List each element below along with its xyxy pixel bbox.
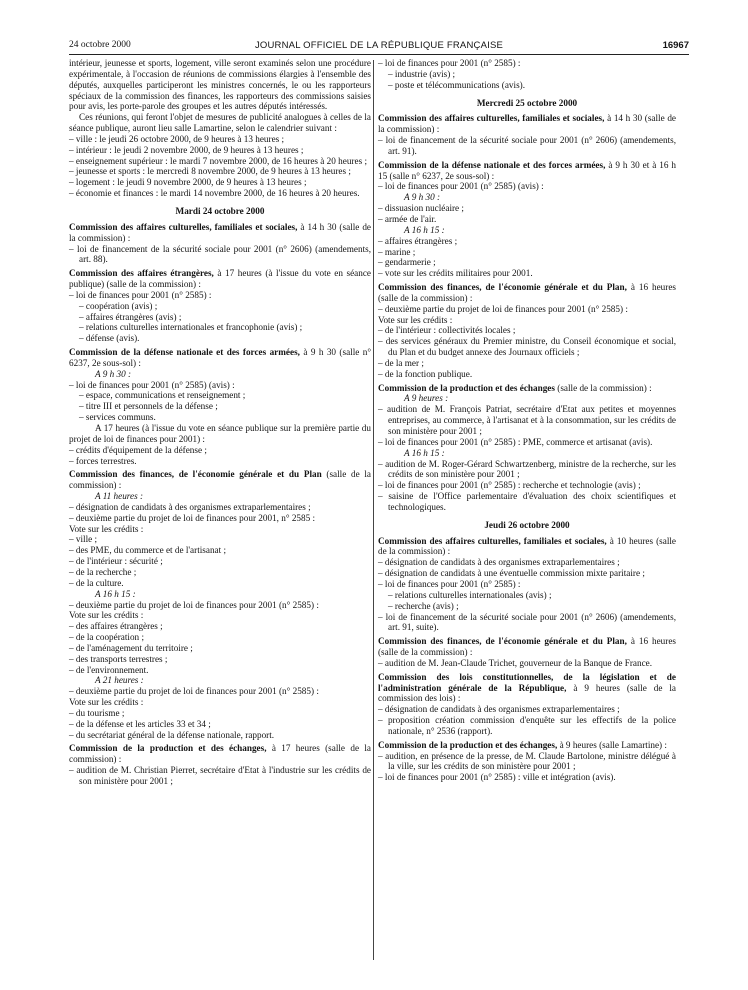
list-item: – logement : le jeudi 9 novembre 2000, de 9 heures à 13 heures ; [69, 177, 307, 188]
time-slot: A 9 h 30 : [404, 192, 441, 203]
list-item: – gendarmerie ; [378, 257, 436, 268]
commission-heading [378, 282, 676, 304]
list-item: – de la recherche ; [69, 566, 137, 577]
list-item: – armée de l'air. [378, 213, 437, 224]
list-item: – loi de finances pour 2001 (n° 2585) : PME, commerce et artisanat (avis). [378, 436, 653, 447]
list-item: – de la fonction publique. [378, 368, 473, 379]
list-item: – désignation de candidats à des organismes extraparlementaires ; [378, 704, 620, 715]
list-item: – désignation de candidats à des organismes extraparlementaires ; [378, 557, 620, 568]
commission-name: Commission de la défense nationale et des forces armées, [69, 347, 300, 358]
list-item: – loi de finances pour 2001 (n° 2585) (avis) : [69, 379, 235, 390]
sub-item: – affaires étrangères (avis) ; [79, 311, 182, 322]
time-slot: A 9 h 30 : [95, 368, 132, 379]
list-item: – de l'intérieur : collectivités locales ; [378, 325, 516, 336]
list-item: – saisine de l'Office parlementaire d'évaluation des choix scientifiques et technologiques. [378, 491, 676, 512]
list-item: – deuxième partie du projet de loi de finances pour 2001, n° 2585 : [69, 512, 316, 523]
commission-details: à 14 h 30 (salle de la commission) : [69, 221, 371, 243]
list-item: – affaires étrangères ; [378, 235, 458, 246]
list-item: – dissuasion nucléaire ; [378, 203, 464, 214]
commission-details: à 16 heures (salle de la commission) : [378, 636, 676, 658]
commission-details: à 9 heures (salle Lamartine) : [559, 739, 667, 750]
commission-heading [378, 536, 676, 558]
header-title: JOURNAL OFFICIEL DE LA RÉPUBLIQUE FRANÇAISE [254, 40, 504, 51]
page-number: 16967 [662, 40, 689, 51]
left-column [69, 58, 371, 787]
commission-details: à 17 heures (salle de la commission) : [69, 743, 371, 765]
list-item: – de l'environnement. [69, 664, 149, 675]
commission-name: Commission des finances, de l'économie générale et du Plan, [378, 282, 627, 293]
time-paragraph: A 17 heures (à l'issue du vote en séance publique sur la première partie du projet de loi de finances pour 2001) : [69, 423, 371, 444]
list-item: – deuxième partie du projet de loi de finances pour 2001 (n° 2585) : [69, 686, 319, 697]
list-item: – des transports terrestres ; [69, 653, 168, 664]
list-item: – des PME, du commerce et de l'artisanat ; [69, 545, 227, 556]
list-item: – crédits d'équipement de la défense ; [69, 444, 207, 455]
list-item: – loi de financement de la sécurité sociale pour 2001 (n° 2606) (amendements, art. 91, suite). [378, 611, 676, 633]
list-item: – loi de finances pour 2001 (n° 2585) : [378, 58, 521, 68]
intro-paragraph: intérieur, jeunesse et sports, logement, ville seront examinés selon une procédure expérimentale, à l'occasion de réunions de commissions élargies à l'ensemble des députés, auxquelles participeront les ministres concernés, le ou les rapporteurs spéciaux de la commission des finances, les rapporteurs des commissions saisies pour avis, les porte-parole des groupes et les autres députés intéressés. [69, 58, 371, 112]
column-divider [373, 60, 374, 960]
commission-details: à 10 heures (salle de la commission) : [378, 535, 677, 557]
right-column [378, 58, 676, 783]
day-heading: Mardi 24 octobre 2000 [175, 205, 265, 216]
sub-item: – relations culturelles internationales (avis) ; [388, 589, 552, 600]
list-item: – loi de finances pour 2001 (n° 2585) : ville et intégration (avis). [378, 772, 616, 783]
commission-heading [69, 268, 371, 290]
vote-label: Vote sur les crédits : [69, 610, 144, 621]
list-item: – deuxième partie du projet de loi de finances pour 2001 (n° 2585) : [69, 599, 319, 610]
list-item: – loi de financement de la sécurité sociale pour 2001 (n° 2606) (amendements, art. 88). [69, 243, 371, 265]
page-header [69, 38, 689, 55]
commission-heading [378, 740, 676, 751]
sub-item: – recherche (avis) ; [388, 600, 459, 611]
list-item: – audition, en présence de la presse, de M. Claude Bartolone, ministre délégué à la ville, sur les crédits de son ministère pour 2001 ; [378, 750, 676, 772]
list-item: – enseignement supérieur : le mardi 7 novembre 2000, de 16 heures à 20 heures ; [69, 155, 367, 166]
commission-name: Commission de la production et des échanges [378, 382, 555, 393]
commission-name: Commission des lois constitutionnelles, de la législation et de l'administration générale de la République, [378, 671, 676, 693]
list-item: – vote sur les crédits militaires pour 2001. [378, 268, 533, 279]
time-slot: A 16 h 15 : [404, 224, 445, 235]
list-item: – loi de finances pour 2001 (n° 2585) : recherche et technologie (avis) ; [378, 480, 641, 491]
vote-label: Vote sur les crédits : [378, 314, 453, 325]
day-heading: Jeudi 26 octobre 2000 [484, 519, 570, 530]
time-slot: A 21 heures : [95, 675, 144, 686]
list-item: – loi de financement de la sécurité sociale pour 2001 (n° 2606) (amendements, art. 91). [378, 135, 676, 156]
commission-details: à 17 heures (à l'issue du vote en séance publique) (salle de la commission) : [69, 268, 372, 290]
list-item: – marine ; [378, 246, 416, 257]
commission-heading [378, 636, 676, 658]
commission-heading [69, 743, 371, 765]
commission-name: Commission des finances, de l'économie générale et du Plan, [378, 636, 627, 647]
commission-heading [378, 383, 676, 394]
calendar-list [69, 134, 371, 199]
time-slot: A 11 heures : [95, 491, 144, 502]
list-item: – loi de finances pour 2001 (n° 2585) (avis) : [378, 181, 544, 192]
time-slot: A 16 h 15 : [404, 447, 445, 458]
commission-name: Commission des finances, de l'économie générale et du Plan [69, 469, 322, 480]
commission-name: Commission des affaires culturelles, familiales et sociales, [378, 535, 607, 546]
list-item: – économie et finances : le mardi 14 novembre 2000, de 16 heures à 20 heures. [69, 188, 360, 199]
sub-item: – coopération (avis) ; [79, 300, 158, 311]
list-item: – des services généraux du Premier ministre, du Conseil économique et social, du Plan et du budget annexe des Journaux officiels ; [378, 336, 676, 358]
list-item: – de la défense et les articles 33 et 34 ; [69, 718, 211, 729]
commission-details: à 14 h 30 (salle de la commission) : [378, 113, 676, 135]
commission-heading [378, 672, 676, 705]
list-item: – de la mer ; [378, 357, 424, 368]
commission-heading [69, 347, 371, 369]
list-item: – des affaires étrangères ; [69, 621, 163, 632]
commission-name: Commission de la production et des échanges, [378, 739, 558, 750]
commission-name: Commission de la production et des échanges, [69, 743, 267, 754]
list-item: – ville : le jeudi 26 octobre 2000, de 9 heures à 13 heures ; [69, 133, 285, 144]
commission-name: Commission des affaires culturelles, familiales et sociales, [378, 113, 605, 124]
list-item: – audition de M. François Patriat, secrétaire d'Etat aux petites et moyennes entreprises, au commerce, à l'artisanat et à la consommation, sur les crédits de son ministère pour 2001 ; [378, 404, 676, 436]
list-item: – désignation de candidats à une éventuelle commission mixte paritaire ; [378, 568, 645, 579]
commission-heading [69, 222, 371, 244]
sub-item: – titre III et personnels de la défense ; [79, 401, 218, 412]
sub-item: – relations culturelles internationales et francophonie (avis) ; [79, 322, 303, 333]
list-item: – jeunesse et sports : le mercredi 8 novembre 2000, de 9 heures à 13 heures ; [69, 166, 351, 177]
sub-item: – industrie (avis) ; [388, 68, 456, 79]
time-slot: A 9 heures : [404, 393, 449, 404]
commission-name: Commission de la défense nationale et des forces armées, [378, 159, 606, 170]
list-item: – audition de M. Jean-Claude Trichet, gouverneur de la Banque de France. [378, 657, 653, 668]
sub-item: – défense (avis). [79, 333, 140, 344]
list-item: – deuxième partie du projet de loi de finances pour 2001 (n° 2585) : [378, 303, 628, 314]
list-item: – intérieur : le jeudi 2 novembre 2000, de 9 heures à 13 heures ; [69, 144, 304, 155]
commission-details: (salle de la commission) : [557, 382, 652, 393]
intro-paragraph: Ces réunions, qui feront l'objet de mesures de publicité analogues à celles de la séance publique, auront lieu salle Lamartine, selon le calendrier suivant : [69, 112, 371, 134]
list-item: – loi de finances pour 2001 (n° 2585) : [69, 289, 212, 300]
time-slot: A 16 h 15 : [95, 588, 136, 599]
commission-heading [69, 469, 371, 491]
sub-item: – services communs. [79, 412, 156, 423]
list-item: – audition de M. Christian Pierret, secrétaire d'Etat à l'industrie sur les crédits de son ministère pour 2001 ; [69, 765, 371, 786]
commission-name: Commission des affaires culturelles, familiales et sociales, [69, 221, 298, 232]
commission-details: (salle de la commission) : [69, 469, 371, 491]
list-item: – loi de finances pour 2001 (n° 2585) : [378, 578, 521, 589]
vote-label: Vote sur les crédits : [69, 523, 144, 534]
list-item: – audition de M. Roger-Gérard Schwartzenberg, ministre de la recherche, sur les crédits de son ministère pour 2001 ; [378, 458, 676, 480]
vote-label: Vote sur les crédits : [69, 697, 144, 708]
commission-details: à 9 h 30 (salle n° 6237, 2e sous-sol) : [69, 347, 371, 368]
list-item: – proposition création commission d'enquête sur les effectifs de la police nationale, n° 2536 (rapport). [378, 715, 676, 736]
commission-details: à 9 h 30 et à 16 h 15 (salle n° 6237, 2e sous-sol) : [378, 159, 676, 181]
list-item: – forces terrestres. [69, 455, 137, 466]
commission-heading [378, 160, 676, 182]
list-item: – de la culture. [69, 577, 124, 588]
list-item: – ville ; [69, 534, 98, 545]
commission-name: Commission des affaires étrangères, [69, 268, 214, 279]
list-item: – désignation de candidats à des organismes extraparlementaires ; [69, 501, 311, 512]
day-heading: Mercredi 25 octobre 2000 [476, 97, 578, 108]
sub-item: – poste et télécommunications (avis). [388, 79, 526, 90]
commission-details: à 16 heures (salle de la commission) : [378, 282, 676, 303]
header-date: 24 octobre 2000 [69, 40, 131, 50]
commission-details: à 9 heures (salle de la commission des lois) : [378, 682, 676, 704]
list-item: – du tourisme ; [69, 707, 125, 718]
sub-item: – espace, communications et renseignement ; [79, 390, 246, 401]
list-item: – du secrétariat général de la défense nationale, rapport. [69, 729, 275, 740]
list-item: – de l'aménagement du territoire ; [69, 642, 193, 653]
list-item: – de la coopération ; [69, 632, 145, 643]
list-item: – de l'intérieur : sécurité ; [69, 556, 163, 567]
commission-heading [378, 113, 676, 135]
